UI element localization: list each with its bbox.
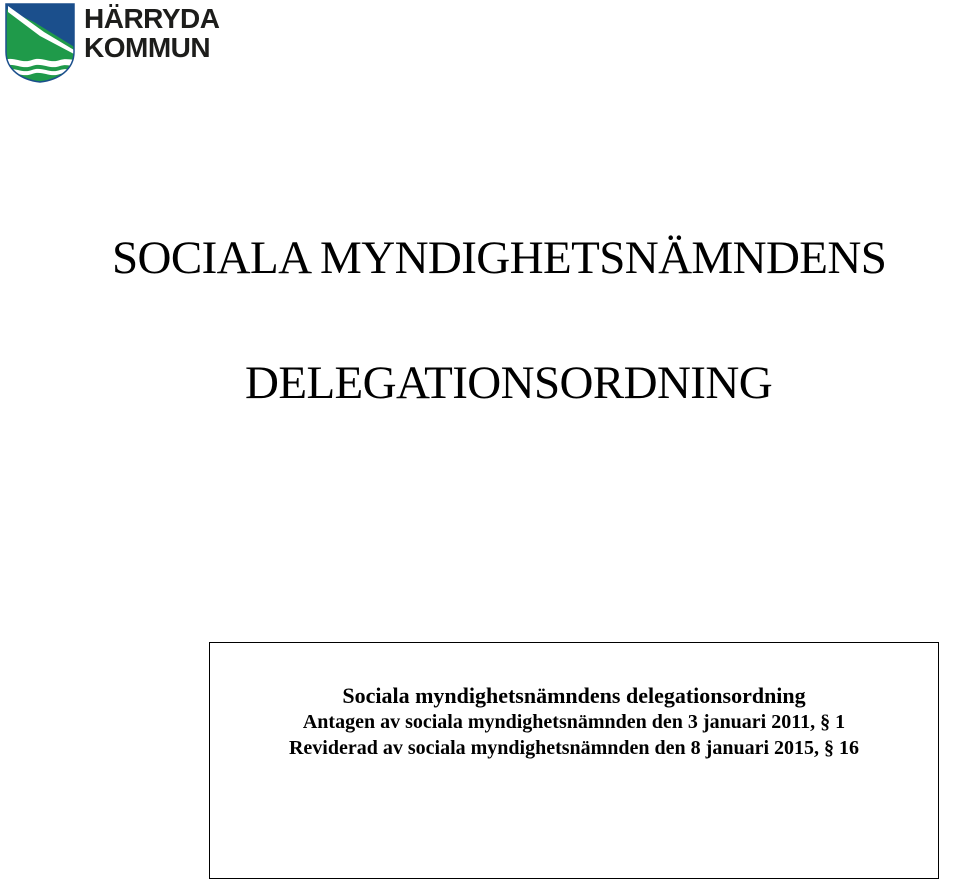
document-info-box [209,642,939,879]
info-text-block [210,683,938,761]
document-title-line-1: SOCIALA MYNDIGHETSNÄMNDENS [112,232,887,284]
logo-wordmark [84,4,219,62]
logo-line-1: HÄRRYDA [84,3,220,34]
municipality-logo [4,2,244,86]
revised-statement: Reviderad av sociala myndighetsnämnden den 8 januari 2015, § 16 [288,737,860,759]
logo-line-2: KOMMUN [84,32,211,63]
coat-of-arms-icon [4,2,76,84]
info-heading: Sociala myndighetsnämndens delegationsordning [342,683,806,708]
document-title-line-2: DELEGATIONSORDNING [245,357,773,409]
adopted-statement: Antagen av sociala myndighetsnämnden den 3 januari 2011, § 1 [302,711,846,733]
